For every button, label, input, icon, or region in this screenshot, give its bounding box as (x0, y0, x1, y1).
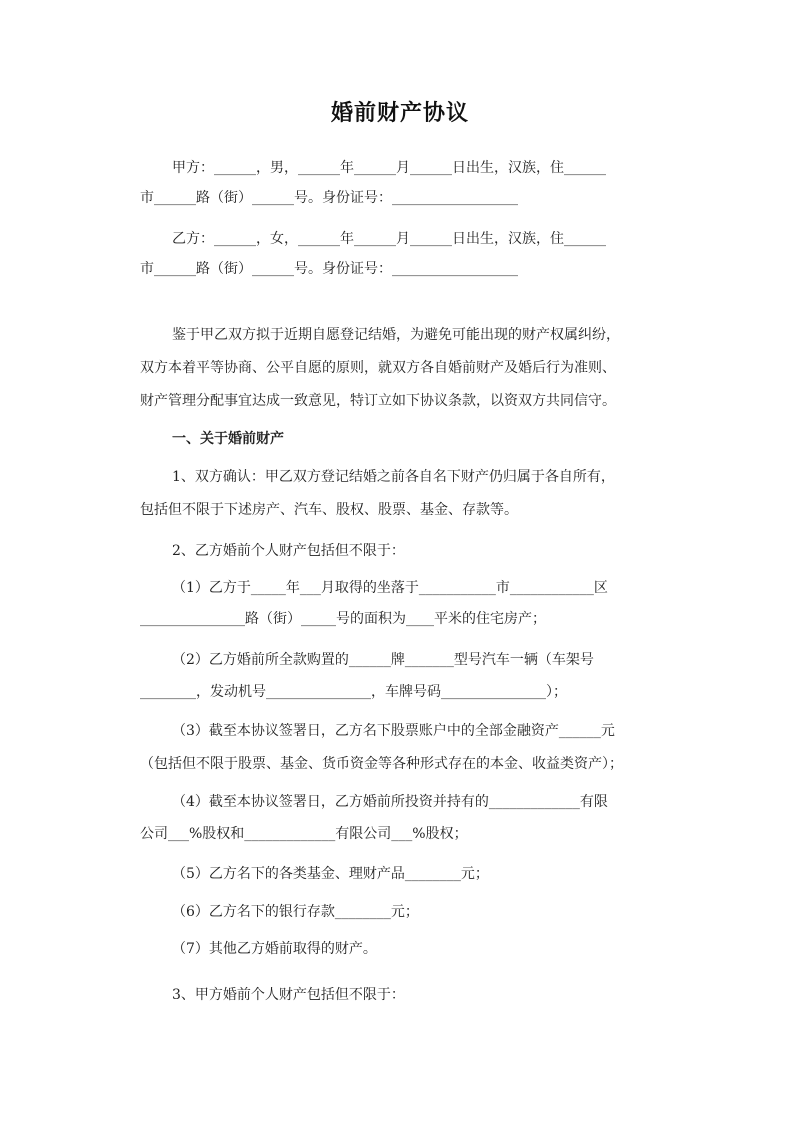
item-3-line-2: （包括但不限于股票、基金、货币资金等各种形式存在的本金、收益类资产）； (140, 756, 623, 772)
item-4-line-1: （4）截至本协议签署日，乙方婚前所投资并持有的_____________有限 (172, 794, 608, 810)
item-1-line-2: _______________路（街）_____号的面积为____平米的住宅房产； (140, 611, 546, 627)
party-b-line-1: 乙方：______，女，______年______月______日出生，汉族，住______ (172, 231, 606, 247)
item-3-line-1: （3）截至本协议签署日，乙方名下股票账户中的全部金融资产______元 (172, 723, 615, 739)
party-a-line-2: 市______路（街）______号。身份证号：__________________ (140, 190, 518, 206)
preamble-line-1: 鉴于甲乙双方拟于近期自愿登记结婚，为避免可能出现的财产权属纠纷， (172, 327, 620, 343)
section-1-heading: 一、关于婚前财产 (172, 431, 284, 447)
party-b-line-2: 市______路（街）______号。身份证号：__________________ (140, 261, 518, 277)
clause-1-line-2: 包括但不限于下述房产、汽车、股权、股票、基金、存款等。 (140, 502, 518, 518)
preamble-line-2: 双方本着平等协商、公平自愿的原则，就双方各自婚前财产及婚后行为准则、 (140, 360, 616, 376)
clause-2: 2、乙方婚前个人财产包括但不限于： (172, 543, 405, 559)
item-4-line-2: 公司___%股权和_____________有限公司___%股权； (140, 826, 468, 842)
clause-1-line-1: 1、双方确认：甲乙双方登记结婚之前各自名下财产仍归属于各自所有， (172, 469, 615, 485)
preamble-line-3: 财产管理分配事宜达成一致意见，特订立如下协议条款，以资双方共同信守。 (140, 393, 616, 409)
item-7: （7）其他乙方婚前取得的财产。 (172, 941, 377, 957)
item-1-line-1: （1）乙方于_____年___月取得的坐落于___________市____________区 (172, 580, 608, 596)
party-a-line-1: 甲方：______，男，______年______月______日出生，汉族，住______ (172, 160, 606, 176)
document-title: 婚前财产协议 (330, 101, 469, 126)
item-2-line-1: （2）乙方婚前所全款购置的______牌_______型号汽车一辆（车架号 (172, 652, 594, 668)
item-2-line-2: ________，发动机号_______________，车牌号码_______________）； (140, 684, 567, 700)
clause-3: 3、甲方婚前个人财产包括但不限于： (172, 987, 405, 1003)
item-6: （6）乙方名下的银行存款________元； (172, 904, 419, 920)
item-5: （5）乙方名下的各类基金、理财产品________元； (172, 866, 489, 882)
